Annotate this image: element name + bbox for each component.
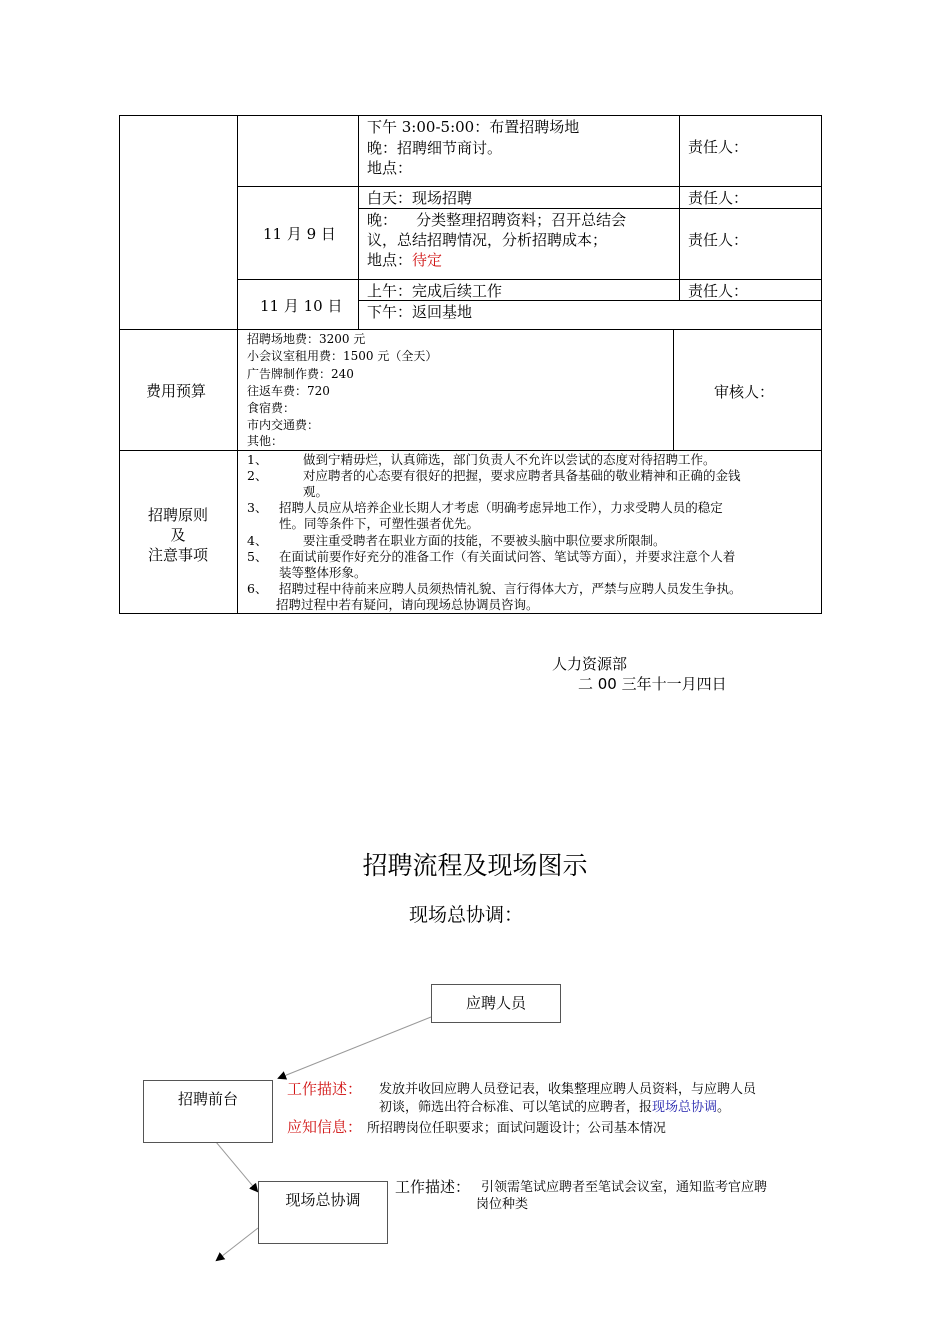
front-desk-work-label	[287, 1079, 362, 1099]
budget-reviewer: 审核人：	[714, 383, 775, 401]
schedule-evening-responsible: 责任人：	[688, 231, 749, 249]
flow-box-coordinator-label: 现场总协调	[285, 1191, 361, 1209]
principles-label-line: 招聘原则	[147, 506, 208, 524]
schedule-afternoon-task: 下午：返回基地	[367, 303, 473, 321]
coordinator-work-line1: 引领需笔试应聘者至笔试会议室，通知监考官应聘	[481, 1180, 768, 1195]
principle-number: 2、	[247, 468, 268, 483]
schedule-row1-line2: 晚：招聘细节商讨。	[367, 139, 503, 157]
principle-number: 5、	[247, 549, 268, 564]
principle-text: 在面试前要作好充分的准备工作（有关面试问答、笔试等方面），并要求注意个人着	[279, 549, 736, 564]
principle-text: 装等整体形象。	[279, 565, 367, 580]
flow-box-front-desk	[143, 1080, 273, 1143]
principle-number: 1、	[247, 452, 268, 467]
flow-subtitle: 现场总协调：	[409, 904, 524, 926]
signature-department: 人力资源部	[552, 655, 628, 673]
schedule-date-nov10: 11 月 10 日	[260, 297, 343, 315]
work-text: 初谈，筛选出符合标准、可以笔试的应聘者，报	[379, 1100, 653, 1115]
schedule-morning-responsible: 责任人：	[688, 282, 749, 300]
info-label-colon: ：	[347, 1118, 363, 1136]
work-text-end: 。	[717, 1100, 731, 1115]
arrow-coordinator-to-next	[217, 1228, 258, 1260]
front-desk-work-line2	[379, 1099, 730, 1116]
flow-box-applicant	[431, 984, 561, 1023]
front-desk-info	[287, 1117, 666, 1139]
principle-text: 性。同等条件下，可塑性强者优先。	[279, 516, 480, 531]
principle-number: 6、	[247, 581, 268, 596]
location-label: 地点：	[367, 251, 413, 269]
schedule-morning-task: 上午：完成后续工作	[367, 282, 503, 300]
principle-text: 招聘人员应从培养企业长期人才考虑（明确考虑异地工作），力求受聘人员的稳定	[279, 500, 723, 515]
budget-item: 市内交通费：	[247, 418, 320, 432]
info-label-text: 应知信息	[287, 1118, 348, 1136]
principle-text: 对应聘者的心态要有很好的把握，要求应聘者具备基础的敬业精神和正确的金钱	[303, 468, 741, 483]
work-label-colon: ：	[347, 1080, 363, 1098]
location-value: 待定	[412, 251, 443, 269]
budget-item: 其他：	[247, 434, 284, 448]
schedule-day-responsible: 责任人：	[688, 189, 749, 207]
principle-text: 要注重受聘者在职业方面的技能，不要被头脑中职位要求所限制。	[303, 533, 666, 548]
principle-text: 做到宁精毋烂，认真筛选，部门负责人不允许以尝试的态度对待招聘工作。	[303, 452, 716, 467]
budget-item: 招聘场地费：3200 元	[247, 332, 366, 346]
principles-label-line: 及	[170, 526, 186, 544]
front-desk-work-line1: 发放并收回应聘人员登记表，收集整理应聘人员资料，与应聘人员	[379, 1082, 757, 1097]
principle-number: 4、	[247, 533, 268, 548]
schedule-row1-line1: 下午 3:00-5:00：布置招聘场地	[367, 118, 580, 136]
principle-text: 招聘过程中若有疑问，请向现场总协调员咨询。	[276, 597, 539, 612]
schedule-row1-line3: 地点：	[367, 159, 413, 177]
info-text: 所招聘岗位任职要求；面试问题设计；公司基本情况	[366, 1121, 666, 1136]
flow-box-coordinator	[258, 1181, 388, 1244]
coordinator-reference: 现场总协调	[652, 1100, 718, 1115]
principles-label-line: 注意事项	[147, 546, 208, 564]
arrow-applicant-to-frontdesk	[279, 1017, 431, 1078]
flow-box-applicant-label: 应聘人员	[465, 994, 526, 1012]
signature-date: 二 00 三年十一月四日	[578, 675, 727, 693]
principle-text: 招聘过程中待前来应聘人员须热情礼貌、言行得体大方，严禁与应聘人员发生争执。	[279, 581, 742, 596]
coordinator-work-label: 工作描述：	[395, 1178, 471, 1196]
budget-label: 费用预算	[146, 382, 207, 400]
work-label-text: 工作描述	[287, 1080, 348, 1098]
budget-item: 广告牌制作费：240	[247, 367, 354, 381]
flow-title: 招聘流程及现场图示	[362, 851, 588, 880]
schedule-date-nov9: 11 月 9 日	[263, 225, 336, 243]
budget-item: 食宿费：	[247, 401, 296, 415]
flow-box-front-desk-label: 招聘前台	[177, 1090, 238, 1108]
schedule-day-task: 白天：现场招聘	[367, 189, 473, 207]
arrow-frontdesk-to-coordinator	[216, 1142, 257, 1191]
budget-item: 往返车费：720	[247, 384, 330, 398]
budget-item: 小会议室租用费：1500 元（全天）	[247, 349, 438, 363]
coordinator-work-line2: 岗位种类	[476, 1197, 529, 1212]
principle-number: 3、	[247, 500, 268, 515]
schedule-evening-line2: 议，总结招聘情况，分析招聘成本；	[367, 231, 608, 249]
principle-text: 观。	[303, 484, 329, 499]
schedule-evening-line1: 晚： 分类整理招聘资料；召开总结会	[367, 211, 627, 229]
schedule-row1-responsible: 责任人：	[688, 138, 749, 156]
